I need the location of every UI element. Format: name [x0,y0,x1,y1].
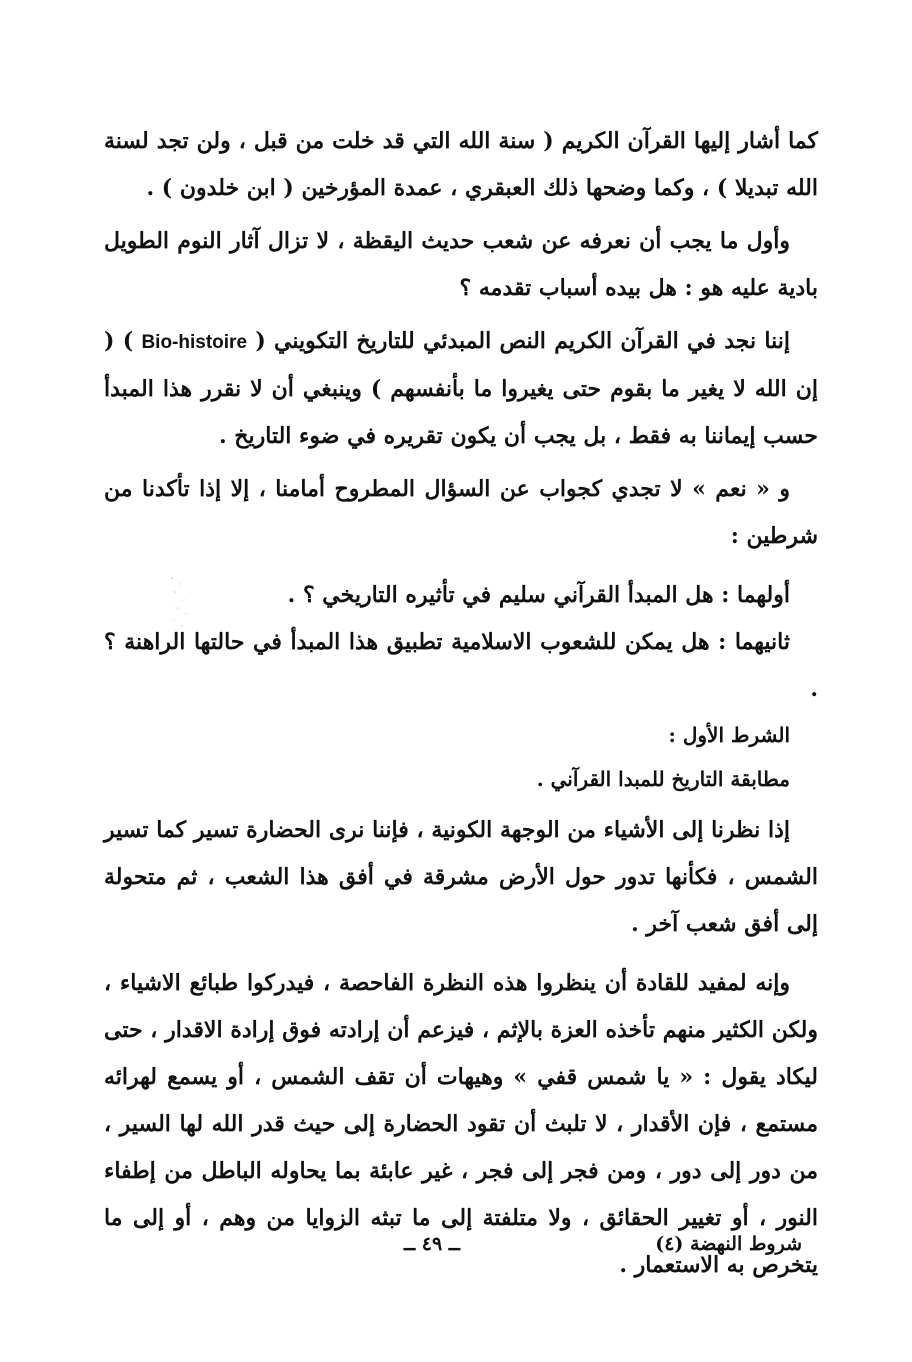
paragraph-8: وإنه لمفيد للقادة أن ينظروا هذه النظرة الفاحصة ، فيدركوا طبائع الاشياء ، ولكن الكثير منهم تأخذه العزة بالإثم ، فيزعم أن إرادته فوق إرادة الاقدار ، حتى ليكاد يقول : « يا شمس قفي » وهيهات أن تقف الشمس ، أو يسمع لهرائه مستمع ، فإن الأقدار ، لا تلبث أن تقود الحضارة إلى حيث قدر الله لها السير ، من دور إلى دور ، ومن فجر إلى فجر ، غير عابئة بما يحاوله الباطل من إطفاء النور ، أو تغيير الحقائق ، ولا متلفتة إلى ما تبثه الزوايا من وهم ، أو إلى ما يتخرص به الاستعمار . [104,970,818,1278]
paragraph-1: كما أشار إليها القرآن الكريم ( سنة الله التي قد خلت من قبل ، ولن تجد لسنة الله تبديلا ) ، وكما وضحها ذلك العبقري ، عمدة المؤرخين ( ابن خلدون ) . [104,128,818,201]
footer-page-number: ــ ٤٩ ــ [404,1233,460,1255]
scan-noise-speckle [160,570,200,640]
footer-book-title: شروط النهضة (٤) [655,1233,802,1255]
condition-two-question: ثانيهما : هل يمكن للشعوب الاسلامية تطبيق هذا المبدأ في حالتها الراهنة ؟ . [104,629,818,702]
paragraph-2: وأول ما يجب أن نعرفه عن شعب حديث اليقظة ، لا تزال آثار النوم الطويل بادية عليه هو : هل بيده أسباب تقدمه ؟ [104,228,818,301]
page-body [104,118,818,1289]
latin-term: Bio-histoire [141,332,248,353]
paragraph-7: إذا نظرنا إلى الأشياء من الوجهة الكونية ، فإننا نرى الحضارة تسير كما تسير الشمس ، فكأنها تدور حول الأرض مشرقة في أفق هذا الشعب ، ثم متحولة إلى أفق شعب آخر . [104,817,818,937]
section-subheading: مطابقة التاريخ للمبدا القرآني . [536,767,790,791]
paragraph-4: و « نعم » لا تجدي كجواب عن السؤال المطروح أمامنا ، إلا إذا تأكدنا من شرطين : [104,476,818,549]
paragraph-3 [104,318,818,460]
paragraph-3-part-b: ) ( إن الله لا يغير ما بقوم حتى يغيروا ما بأنفسهم ) وينبغي أن لا نقرر هذا المبدأ حسب إيماننا به فقط ، بل يجب أن يكون تقريره في ضوء التاريخ . [104,328,818,449]
section-heading-condition: الشرط الأول : [668,723,790,747]
condition-one-question: أولهما : هل المبدأ القرآني سليم في تأثيره التاريخي ؟ . [287,582,790,608]
page-footer [104,1233,818,1273]
paragraph-3-part-a: إننا نجد في القرآن الكريم النص المبدئي للتاريخ التكويني ( [255,328,790,354]
